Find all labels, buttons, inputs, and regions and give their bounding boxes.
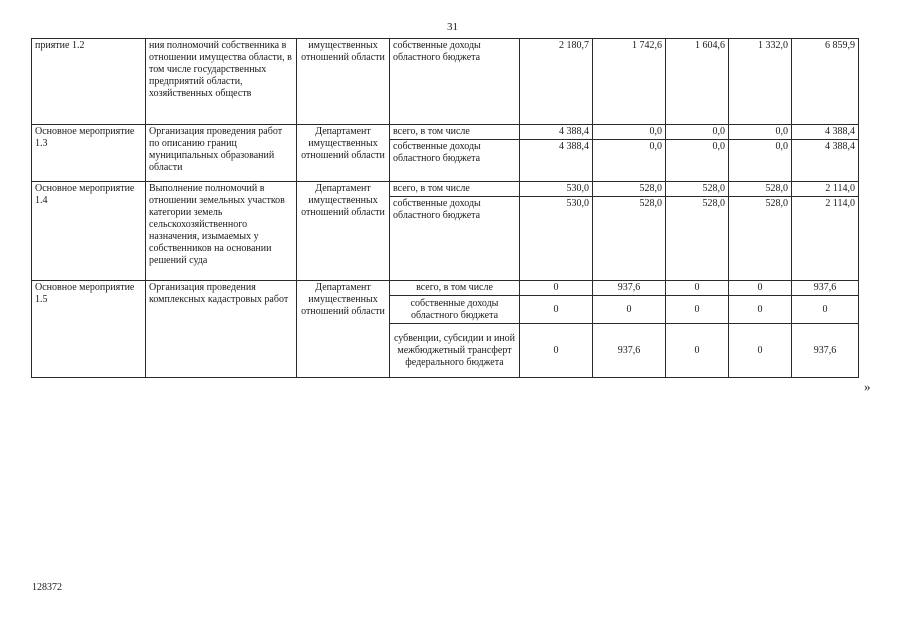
value-cell: 528,0 (593, 197, 666, 281)
executor-cell: Департамент имущественных отношений области (297, 125, 390, 182)
activity-description: Организация проведения работ по описанию границ муниципальных образований области (146, 125, 297, 182)
value-cell: 0,0 (729, 140, 792, 182)
table-row (32, 281, 859, 296)
value-cell: 4 388,4 (520, 140, 593, 182)
value-cell: 528,0 (593, 182, 666, 197)
activity-name: Основное мероприятие 1.4 (32, 182, 146, 281)
value-cell: 528,0 (729, 197, 792, 281)
value-cell: 937,6 (593, 324, 666, 378)
table-row (32, 125, 859, 140)
value-cell: 4 388,4 (520, 125, 593, 140)
value-cell: 528,0 (666, 182, 729, 197)
activity-name: Основное мероприятие 1.3 (32, 125, 146, 182)
value-cell: 937,6 (792, 281, 859, 296)
value-cell: 2 114,0 (792, 182, 859, 197)
value-cell: 0 (666, 281, 729, 296)
value-cell: 1 742,6 (593, 39, 666, 125)
activity-description: Организация проведения комплексных кадастровых работ (146, 281, 297, 378)
value-cell: 0,0 (666, 140, 729, 182)
activity-name: приятие 1.2 (32, 39, 146, 125)
value-cell: 2 180,7 (520, 39, 593, 125)
value-cell: 4 388,4 (792, 125, 859, 140)
funding-source: собственные доходы областного бюджета (390, 39, 520, 125)
value-cell: 530,0 (520, 182, 593, 197)
value-cell: 2 114,0 (792, 197, 859, 281)
executor-cell: Департамент имущественных отношений области (297, 182, 390, 281)
value-cell: 0 (520, 296, 593, 324)
value-cell: 0 (666, 296, 729, 324)
value-cell: 1 332,0 (729, 39, 792, 125)
document-code: 128372 (32, 582, 62, 593)
funding-source: всего, в том числе (390, 182, 520, 197)
value-cell: 528,0 (666, 197, 729, 281)
value-cell: 0 (729, 296, 792, 324)
value-cell: 1 604,6 (666, 39, 729, 125)
funding-source: собственные доходы областного бюджета (390, 296, 520, 324)
activity-description: Выполнение полномочий в отношении земельных участков категории земель сельскохозяйственного назначения, изымаемых у собственников на основании решений суда (146, 182, 297, 281)
value-cell: 0,0 (729, 125, 792, 140)
value-cell: 937,6 (593, 281, 666, 296)
activity-description: ния полномочий собственника в отношении имущества области, в том числе государственных предприятий области, хозяйственных обществ (146, 39, 297, 125)
value-cell: 0,0 (666, 125, 729, 140)
value-cell: 0 (593, 296, 666, 324)
activity-name: Основное мероприятие 1.5 (32, 281, 146, 378)
value-cell: 0 (729, 324, 792, 378)
funding-source: всего, в том числе (390, 281, 520, 296)
funding-source: всего, в том числе (390, 125, 520, 140)
value-cell: 0 (792, 296, 859, 324)
value-cell: 528,0 (729, 182, 792, 197)
page-number: 31 (447, 21, 458, 33)
value-cell: 0 (520, 281, 593, 296)
value-cell: 6 859,9 (792, 39, 859, 125)
funding-source: субвенции, субсидии и иной межбюджетный трансферт федерального бюджета (390, 324, 520, 378)
executor-cell: имущественных отношений области (297, 39, 390, 125)
value-cell: 0,0 (593, 125, 666, 140)
value-cell: 530,0 (520, 197, 593, 281)
value-cell: 0,0 (593, 140, 666, 182)
funding-source: собственные доходы областного бюджета (390, 197, 520, 281)
executor-cell: Департамент имущественных отношений области (297, 281, 390, 378)
value-cell: 0 (666, 324, 729, 378)
value-cell: 4 388,4 (792, 140, 859, 182)
budget-table (31, 38, 859, 378)
value-cell: 0 (520, 324, 593, 378)
closing-quote-mark: » (864, 379, 871, 394)
value-cell: 937,6 (792, 324, 859, 378)
value-cell: 0 (729, 281, 792, 296)
table-row (32, 182, 859, 197)
table-row (32, 39, 859, 125)
funding-source: собственные доходы областного бюджета (390, 140, 520, 182)
